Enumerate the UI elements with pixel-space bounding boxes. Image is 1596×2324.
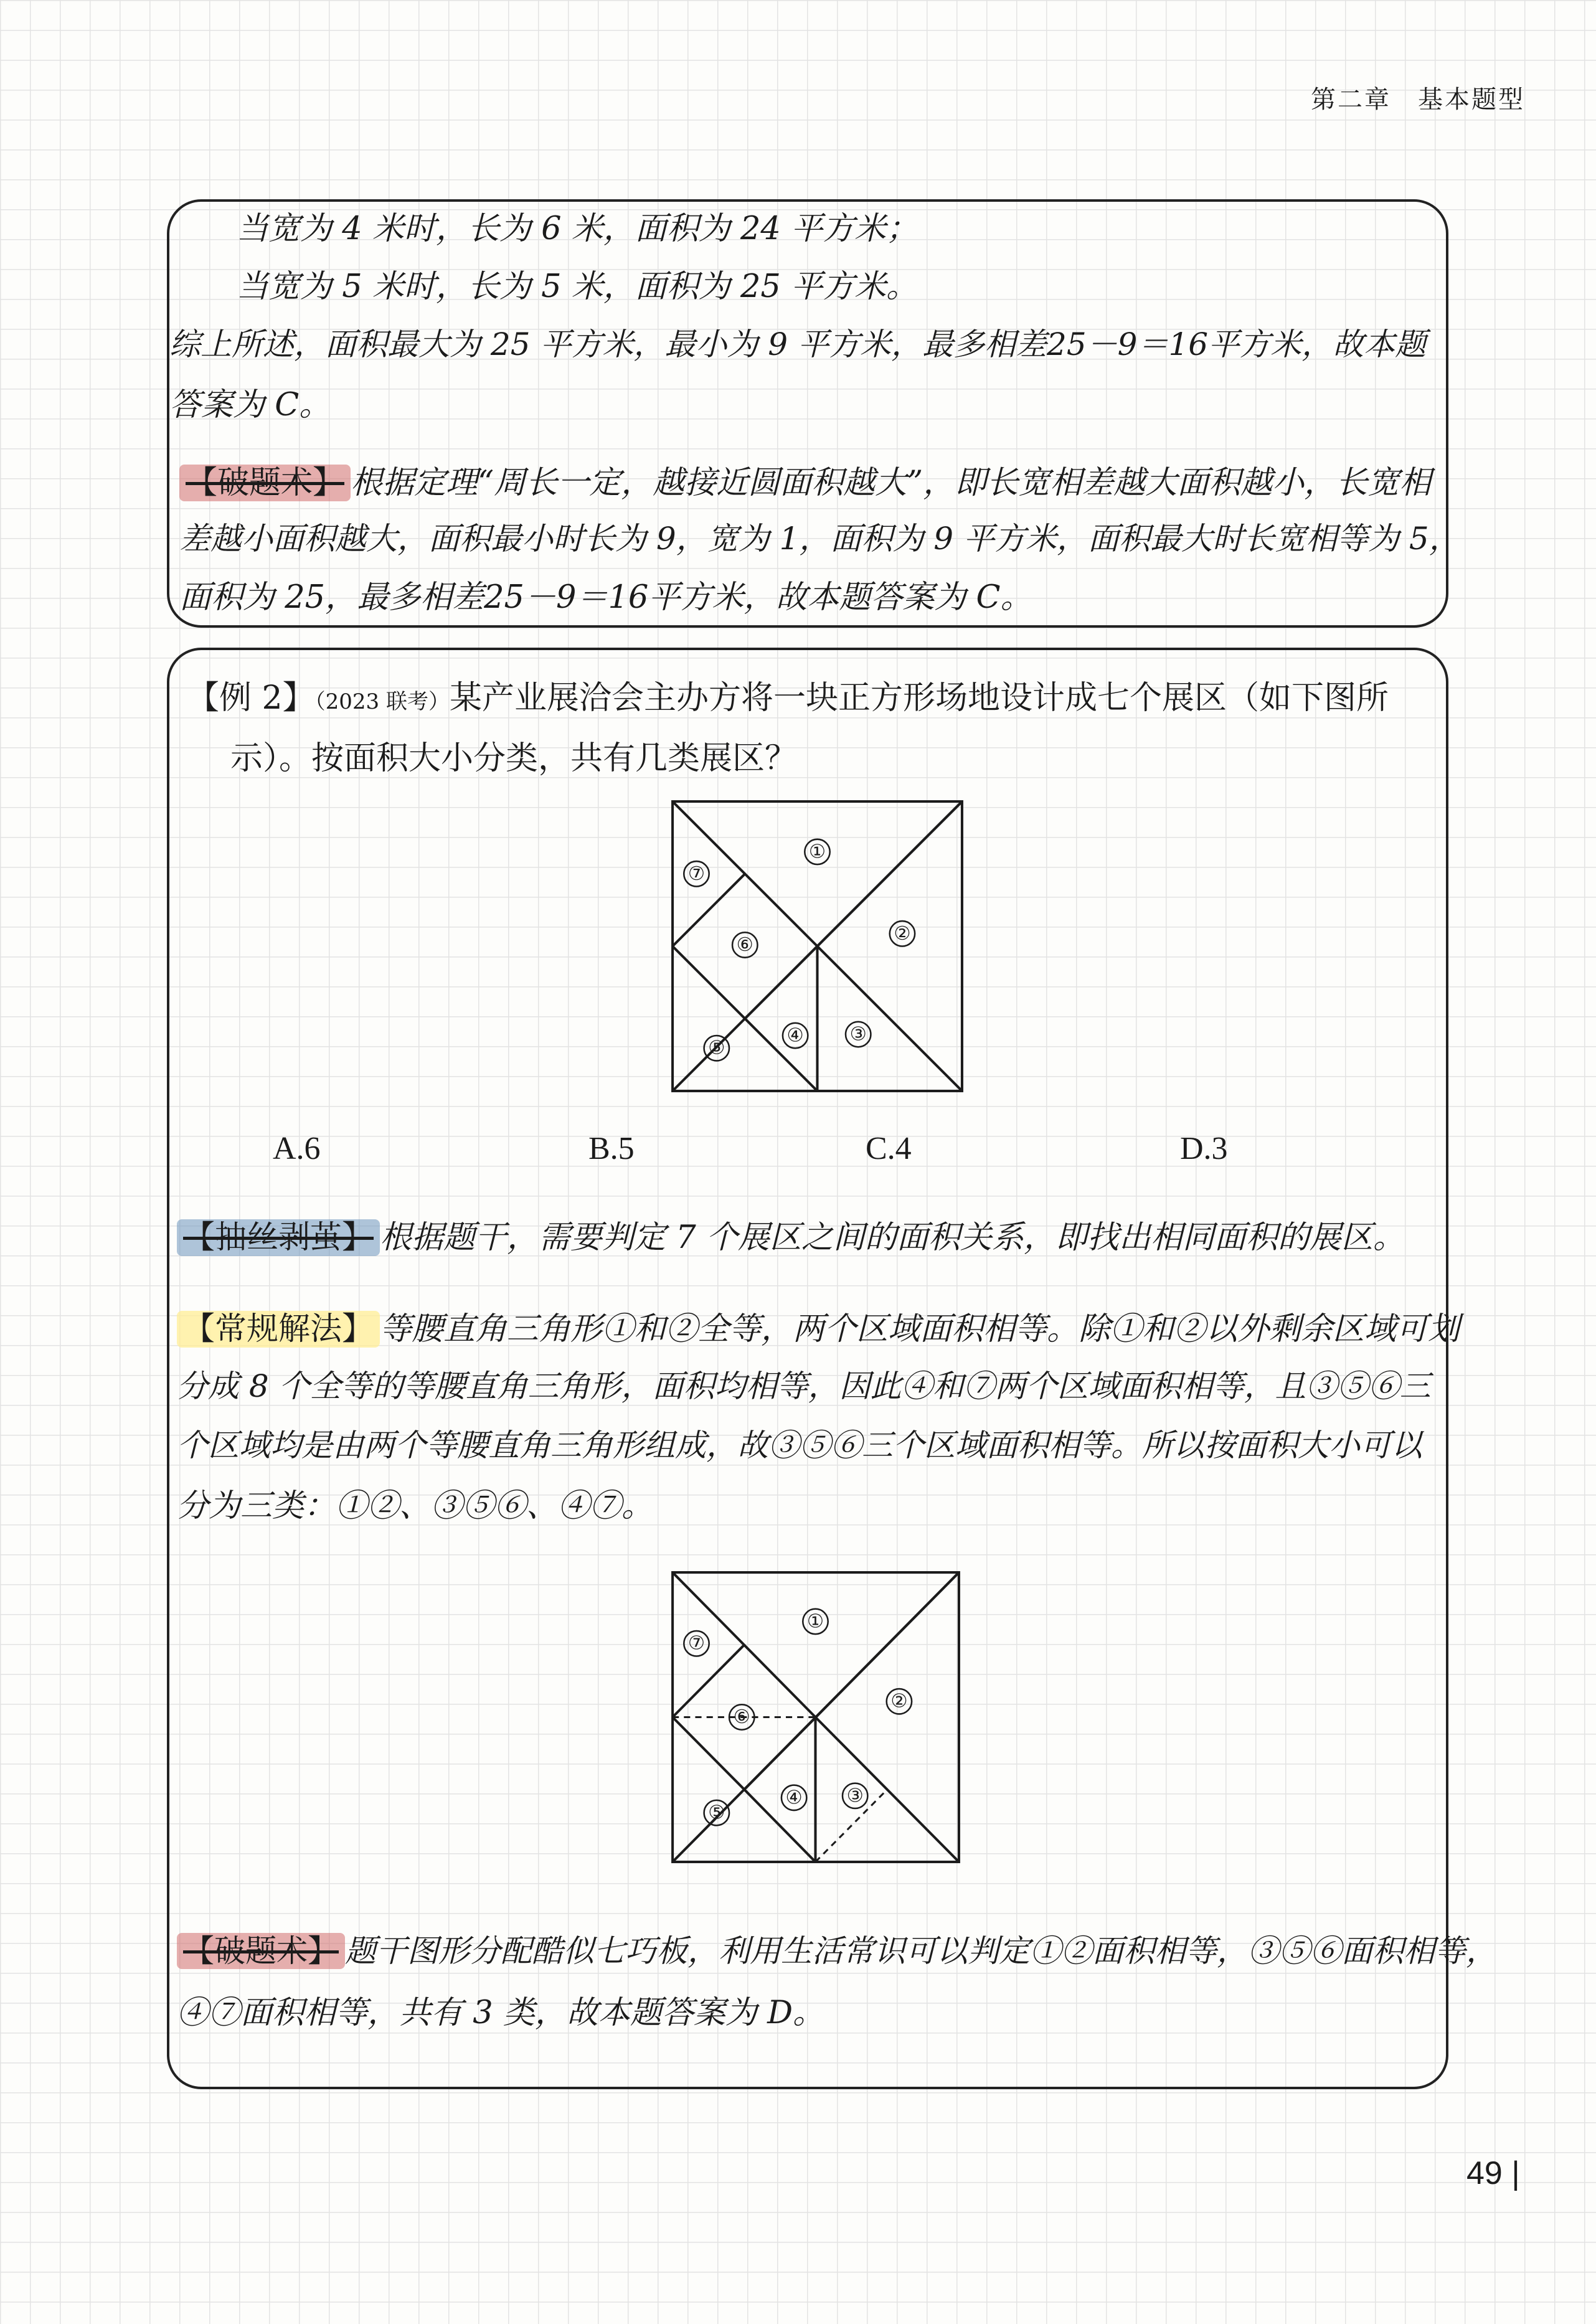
question-text-1: 某产业展洽会主办方将一块正方形场地设计成七个展区（如下图所: [449, 679, 1389, 717]
analysis-line: [177, 1211, 1405, 1257]
tangram-figure-divided: [669, 1569, 962, 1865]
trick-tag-2: 【破题术】: [177, 1933, 345, 1969]
analysis-text: 根据题干，需要判定 7 个展区之间的面积关系，即找出相同面积的展区。: [380, 1219, 1405, 1256]
svg-text:⑤: ⑤: [708, 1802, 725, 1824]
svg-text:⑥: ⑥: [733, 1706, 750, 1728]
method-line-1: [177, 1303, 1460, 1349]
figure-label-5: [704, 1036, 729, 1060]
svg-text:⑦: ⑦: [687, 1632, 706, 1655]
svg-text:⑥: ⑥: [736, 933, 753, 956]
method-tag: 【常规解法】: [177, 1311, 380, 1348]
option-c: C.4: [866, 1131, 912, 1166]
trick-para-2-line-2: ④⑦面积相等，共有 3 类，故本题答案为 D。: [177, 1995, 824, 2031]
example-2-question-line-2: 示）。按面积大小分类，共有几类展区？: [230, 740, 798, 777]
svg-text:③: ③: [849, 1023, 867, 1046]
option-b: B.5: [588, 1131, 635, 1166]
figure2-label-2: [887, 1689, 912, 1714]
figure-label-6: [732, 932, 757, 957]
trick-text: 根据定理“周长一定，越接近圆面积越大”，即长宽相差越大面积越小，长宽相: [351, 465, 1432, 501]
trick-para-2-line-1: [177, 1926, 1497, 1971]
svg-text:③: ③: [846, 1785, 864, 1807]
figure2-label-4: [781, 1785, 806, 1810]
trick-para-1-line-3: 面积为 25，最多相差25－9＝16平方米，故本题答案为 C。: [179, 579, 1032, 616]
figure2-label-3: [843, 1783, 867, 1808]
method-line-3: 个区域均是由两个等腰直角三角形组成，故③⑤⑥三个区域面积相等。所以按面积大小可以: [177, 1427, 1422, 1463]
analysis-tag: 【抽丝剥茧】: [177, 1219, 380, 1256]
svg-text:②: ②: [894, 922, 911, 945]
trick-para-1-line-2: 差越小面积越大，面积最小时长为 9，宽为 1，面积为 9 平方米，面积最大时长宽相等为 5，: [179, 521, 1460, 557]
solution-line-1: 当宽为 4 米时，长为 6 米，面积为 24 平方米；: [237, 210, 918, 247]
figure-label-2: [890, 921, 915, 946]
svg-text:①: ①: [806, 1610, 824, 1633]
option-a: A.6: [273, 1131, 321, 1166]
svg-text:⑤: ⑤: [708, 1037, 725, 1059]
svg-text:⑦: ⑦: [687, 862, 706, 885]
svg-text:④: ④: [785, 1787, 803, 1809]
example-2-question-line-1: [187, 671, 1389, 718]
page-number: 49 |: [1466, 2155, 1520, 2191]
tangram-figure: [669, 798, 965, 1094]
figure-label-7: [684, 861, 709, 886]
trick-tag: 【破题术】: [179, 465, 351, 501]
figure-label-1: [805, 839, 829, 864]
running-head: 第二章 基本题型: [1311, 85, 1525, 114]
figure2-label-1: [803, 1609, 828, 1634]
trick-para-1-line-1: [179, 456, 1431, 503]
svg-text:①: ①: [808, 841, 826, 863]
figure2-label-6: [729, 1704, 754, 1729]
example-source: （2023 联考）: [314, 689, 450, 714]
solution-line-3: 综上所述，面积最大为 25 平方米，最小为 9 平方米，最多相差25－9＝16平方米，故本题: [169, 326, 1427, 362]
svg-text:④: ④: [786, 1024, 804, 1047]
solution-line-2: 当宽为 5 米时，长为 5 米，面积为 25 平方米。: [237, 268, 918, 305]
method-line-2: 分成 8 个全等的等腰直角三角形，面积均相等，因此④和⑦两个区域面积相等，且③⑤⑥三: [177, 1368, 1431, 1404]
trick-text-2: 题干图形分配酷似七巧板，利用生活常识可以判定①②面积相等，③⑤⑥面积相等，: [345, 1933, 1497, 1969]
solution-line-4: 答案为 C。: [169, 387, 331, 423]
figure2-label-7: [684, 1631, 709, 1656]
figure-label-4: [783, 1023, 808, 1048]
svg-text:②: ②: [890, 1690, 908, 1712]
option-d: D.3: [1180, 1131, 1228, 1166]
method-line-4: 分为三类：①②、③⑤⑥、④⑦。: [177, 1488, 654, 1524]
example-tag: 【例 2】: [187, 679, 315, 717]
figure-label-3: [846, 1022, 871, 1047]
figure2-label-5: [704, 1800, 729, 1825]
method-text-1: 等腰直角三角形①和②全等，两个区域面积相等。除①和②以外剩余区域可划: [380, 1311, 1460, 1348]
